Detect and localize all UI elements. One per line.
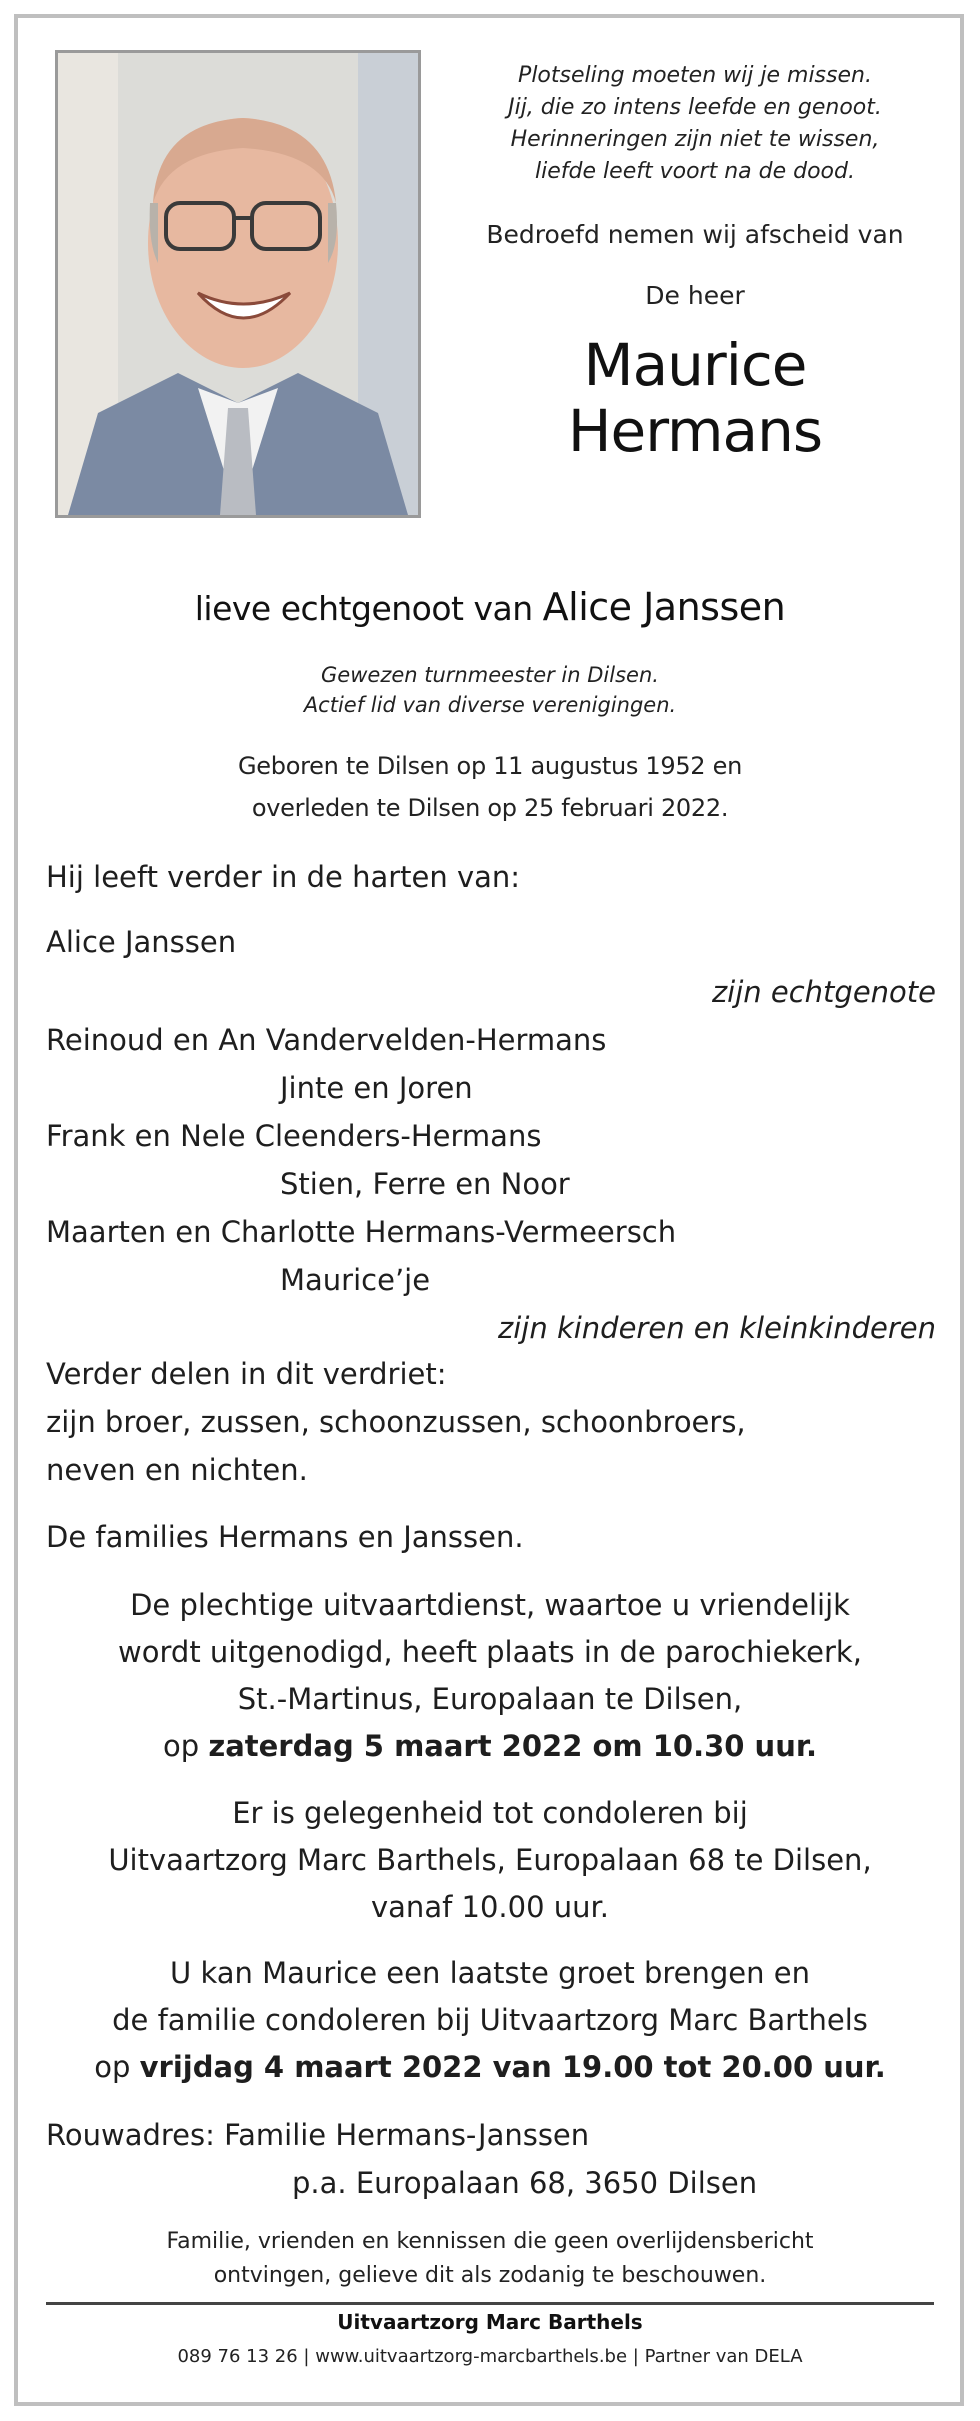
service-info <box>0 1582 980 1770</box>
families-line: De families Hermans en Janssen. <box>46 1520 524 1554</box>
spouse-line <box>0 585 980 629</box>
address-label: Rouwadres: Familie Hermans-Janssen <box>46 2118 590 2152</box>
hearts-intro: Hij leeft verder in de harten van: <box>46 860 521 894</box>
others-intro: Verder delen in dit verdriet: <box>46 1357 447 1391</box>
farewell-info <box>0 1950 980 2091</box>
child-parents: Frank en Nele Cleenders-Hermans <box>46 1119 542 1153</box>
farewell-date-prefix: op <box>94 2050 140 2084</box>
first-name: Maurice <box>583 331 807 399</box>
farewell-line: de familie condoleren bij Uitvaartzorg Marc Barthels <box>112 2003 868 2037</box>
separator: | <box>303 2346 310 2367</box>
poem-line: Jij, die zo intens leefde en genoot. <box>508 95 882 120</box>
farewell-date-bold: vrijdag 4 maart 2022 van 19.00 tot 20.00 uur. <box>139 2050 886 2084</box>
profession-line: Actief lid van diverse verenigingen. <box>303 693 677 717</box>
child-parents: Reinoud en An Vandervelden-Hermans <box>46 1023 607 1057</box>
child-parents: Maarten en Charlotte Hermans-Vermeersch <box>46 1215 677 1249</box>
service-date-prefix: op <box>162 1729 209 1763</box>
profession <box>0 660 980 720</box>
portrait-photo <box>55 50 421 518</box>
others-line: neven en nichten. <box>46 1453 308 1487</box>
condolence-line: Uitvaartzorg Marc Barthels, Europalaan 68 te Dilsen, <box>108 1843 872 1877</box>
grandchildren: Maurice’je <box>280 1263 431 1297</box>
born-line: Geboren te Dilsen op 11 augustus 1952 en <box>238 752 742 780</box>
poem <box>470 60 920 188</box>
salutation: De heer <box>645 281 745 310</box>
website-link[interactable]: www.uitvaartzorg-marcbarthels.be <box>315 2346 628 2367</box>
spouse-role: zijn echtgenote <box>711 975 936 1009</box>
poem-line: Herinneringen zijn niet te wissen, <box>510 127 880 152</box>
children-role: zijn kinderen en kleinkinderen <box>498 1311 936 1345</box>
portrait-illustration <box>58 53 418 515</box>
notice-line: ontvingen, gelieve dit als zodanig te beschouwen. <box>213 2263 767 2288</box>
birth-death-info <box>0 745 980 829</box>
footer-divider <box>46 2302 934 2305</box>
condolence-info <box>0 1790 980 1931</box>
poem-line: liefde leeft voort na de dood. <box>535 159 855 184</box>
phone-number: 089 76 13 26 <box>177 2346 298 2367</box>
deceased-name <box>470 332 920 464</box>
spouse-name: Alice Janssen <box>542 585 786 629</box>
notice-line: Familie, vrienden en kennissen die geen overlijdensbericht <box>166 2229 814 2254</box>
last-name: Hermans <box>567 397 823 465</box>
profession-line: Gewezen turnmeester in Dilsen. <box>321 663 659 687</box>
service-line: wordt uitgenodigd, heeft plaats in de parochiekerk, <box>118 1635 862 1669</box>
service-date-bold: zaterdag 5 maart 2022 om 10.30 uur. <box>208 1729 818 1763</box>
others-line: zijn broer, zussen, schoonzussen, schoonbroers, <box>46 1405 746 1439</box>
footer-contact <box>0 2346 980 2367</box>
condolence-line: vanaf 10.00 uur. <box>371 1890 609 1924</box>
died-line: overleden te Dilsen op 25 februari 2022. <box>251 794 729 822</box>
separator: | <box>632 2346 639 2367</box>
grandchildren: Jinte en Joren <box>280 1071 473 1105</box>
partner-text: Partner van DELA <box>644 2346 803 2367</box>
funeral-company: Uitvaartzorg Marc Barthels <box>337 2310 643 2334</box>
spouse-prefix: lieve echtgenoot van <box>194 589 543 628</box>
notice <box>0 2225 980 2293</box>
condolence-line: Er is gelegenheid tot condoleren bij <box>232 1796 748 1830</box>
service-line: St.-Martinus, Europalaan te Dilsen, <box>237 1682 743 1716</box>
service-line: De plechtige uitvaartdienst, waartoe u vriendelijk <box>130 1588 850 1622</box>
top-right-block <box>470 60 920 464</box>
intro-text: Bedroefd nemen wij afscheid van <box>486 220 904 249</box>
poem-line: Plotseling moeten wij je missen. <box>518 63 872 88</box>
spouse-family-name: Alice Janssen <box>46 925 237 959</box>
farewell-line: U kan Maurice een laatste groet brengen en <box>170 1956 810 1990</box>
address-street: p.a. Europalaan 68, 3650 Dilsen <box>292 2166 758 2200</box>
farewell-date <box>0 2044 980 2091</box>
service-date <box>0 1723 980 1770</box>
grandchildren: Stien, Ferre en Noor <box>280 1167 570 1201</box>
